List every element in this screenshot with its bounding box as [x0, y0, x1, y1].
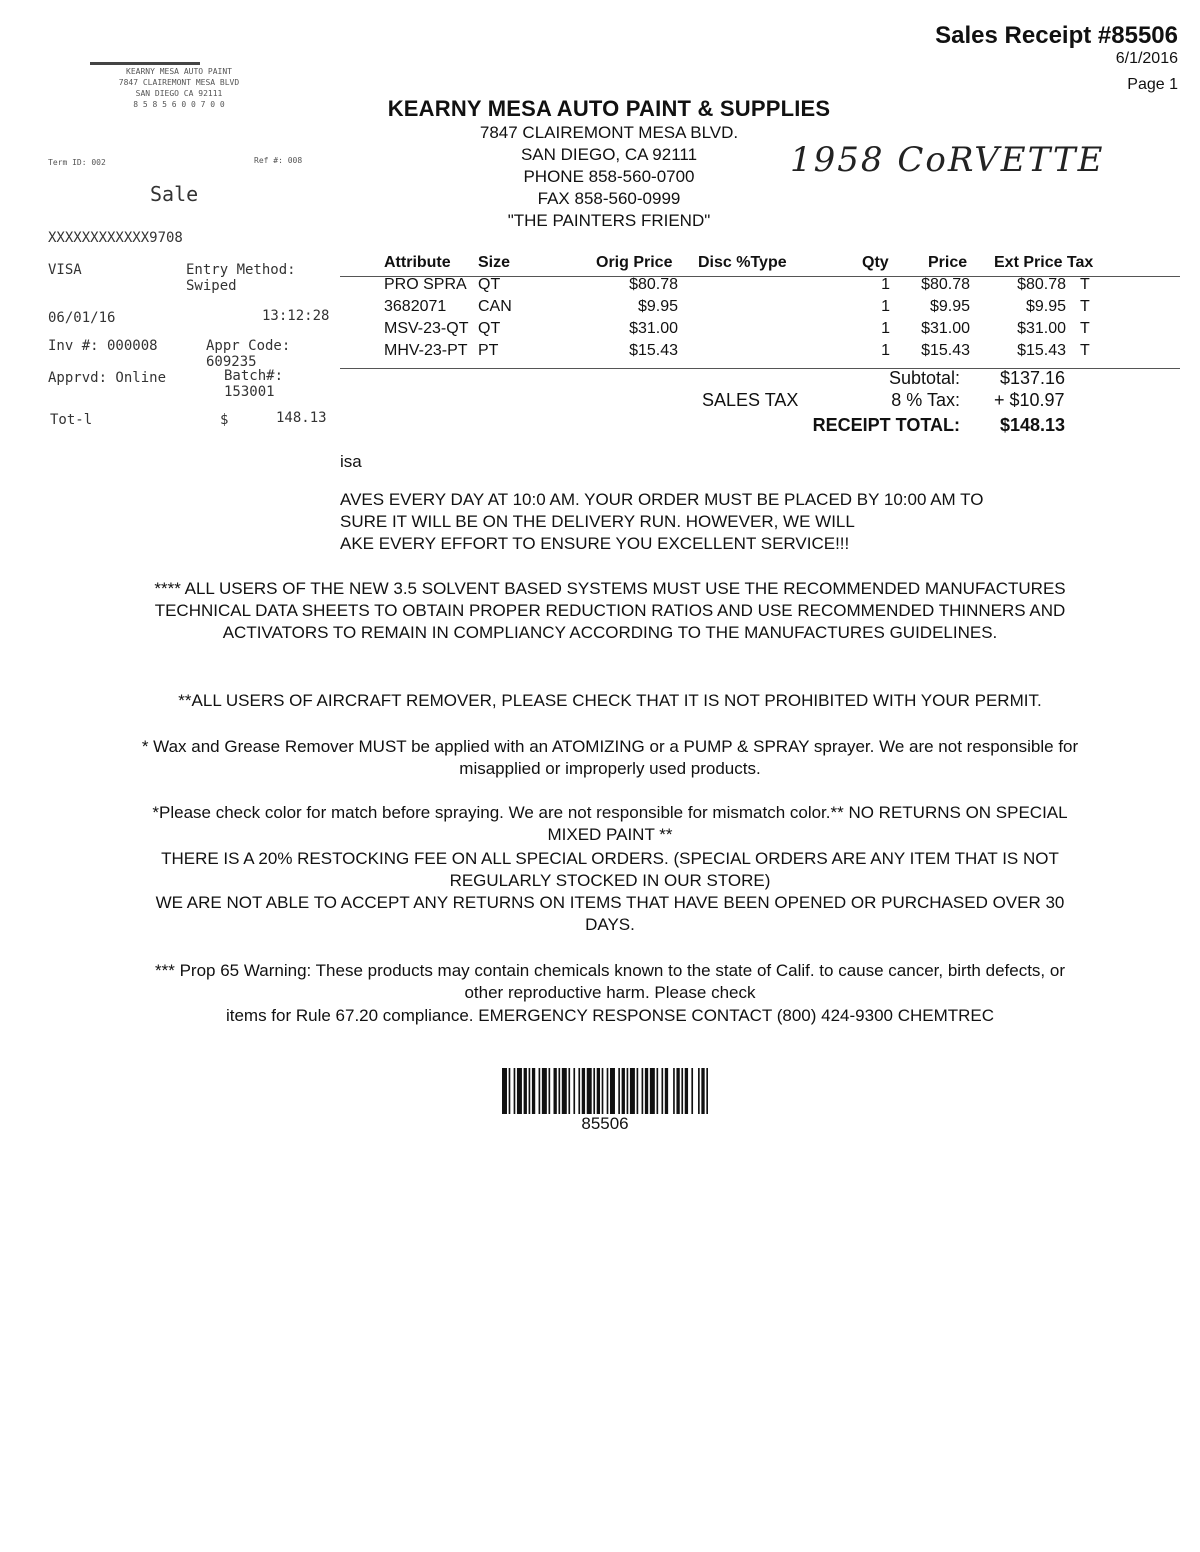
cell-tax: T [1080, 276, 1090, 293]
barcode-bar [701, 1068, 704, 1114]
cell-ext-price: $31.00 [1017, 320, 1066, 337]
cell-orig-price: $31.00 [629, 320, 678, 337]
slip-transaction-type: Sale [150, 182, 199, 206]
subtotal-value: $137.16 [1000, 368, 1066, 388]
cell-qty: 1 [881, 298, 890, 315]
barcode-bar [642, 1068, 644, 1114]
cell-orig-price: $9.95 [637, 298, 678, 315]
slip-store-header [84, 66, 274, 110]
col-qty: Qty [862, 254, 889, 271]
card-slip [34, 56, 334, 496]
barcode-bar [529, 1068, 531, 1114]
cell-attribute: PRO SPRA [384, 276, 467, 293]
cell-ext-price: $80.78 [1017, 276, 1066, 293]
barcode-bar [706, 1068, 708, 1114]
slip-batch: Batch#: 153001 [224, 368, 284, 400]
notice-wax-grease: * Wax and Grease Remover MUST be applied with an ATOMIZING or a PUMP & SPRAY sprayer. We are not responsible for misapplied or improperly used products. [141, 737, 1079, 778]
barcode-bar [673, 1068, 675, 1114]
handwritten-note: 1958 CoRVETTE [790, 140, 1105, 180]
barcode-bar [539, 1068, 541, 1114]
cell-price: $31.00 [921, 320, 970, 337]
barcode-bar [582, 1068, 585, 1114]
slip-term-id: Term ID: 002 [48, 158, 106, 167]
col-size: Size [478, 254, 511, 271]
barcode-bar [517, 1068, 522, 1114]
slip-invoice: Inv #: 000008 [48, 338, 158, 354]
cell-size: QT [478, 320, 501, 337]
delivery-line: AKE EVERY EFFORT TO ENSURE YOU EXCELLENT SERVICE!!! [340, 534, 850, 553]
barcode-bar [676, 1068, 679, 1114]
col-disc: Disc %Type [698, 254, 787, 271]
cell-size: QT [478, 276, 501, 293]
barcode-bar [549, 1068, 551, 1114]
barcode-bar [568, 1068, 570, 1114]
barcode-bar [618, 1068, 620, 1114]
receipt-title: Sales Receipt #85506 [935, 22, 1178, 49]
notice-aircraft-remover: **ALL USERS OF AIRCRAFT REMOVER, PLEASE CHECK THAT IT IS NOT PROHIBITED WITH YOUR PERMIT. [178, 691, 1042, 710]
payment-method: isa [340, 452, 362, 471]
barcode-bar [593, 1068, 595, 1114]
barcode-bar [597, 1068, 600, 1114]
barcode-bar [681, 1068, 683, 1114]
delivery-line: SURE IT WILL BE ON THE DELIVERY RUN. HOWEVER, WE WILL [340, 512, 855, 531]
cell-size: CAN [478, 298, 512, 315]
notice-restocking: THERE IS A 20% RESTOCKING FEE ON ALL SPECIAL ORDERS. (SPECIAL ORDERS ARE ANY ITEM THAT IS NOT REGULARLY STOCKED IN OUR STORE) [161, 849, 1059, 890]
delivery-line: AVES EVERY DAY AT 10:0 AM. YOUR ORDER MUST BE PLACED BY 10:00 AM TO [340, 490, 984, 509]
cell-price: $80.78 [921, 276, 970, 293]
barcode-bar [627, 1068, 629, 1114]
barcode-bar [610, 1068, 615, 1114]
barcode-bar [602, 1068, 604, 1114]
tax-rate-label: 8 % Tax: [891, 390, 960, 410]
slip-entry-method: Entry Method: Swiped [186, 262, 296, 294]
cell-price: $9.95 [929, 298, 970, 315]
cell-qty: 1 [881, 342, 890, 359]
col-attribute: Attribute [384, 254, 451, 271]
cell-attribute: MHV-23-PT [384, 342, 468, 359]
page-number: Page 1 [1127, 76, 1178, 93]
barcode-bar [665, 1068, 668, 1114]
barcode-bar [573, 1068, 575, 1114]
barcode-bar [645, 1068, 648, 1114]
notice-prop65: *** Prop 65 Warning: These products may contain chemicals known to the state of Calif. to cause cancer, birth defects, or other reproductive harm. Please check [155, 961, 1065, 1002]
barcode-bar [554, 1068, 557, 1114]
barcode-bar [562, 1068, 567, 1114]
notice-color-match: *Please check color for match before spraying. We are not responsible for mismatch color.** NO RETURNS ON SPECIAL MIXED PAINT ** [152, 803, 1068, 844]
barcode-bar [691, 1068, 693, 1114]
slip-approval-code: Appr Code: 609235 [206, 338, 291, 370]
cell-attribute: 3682071 [384, 298, 447, 315]
barcode-bar [637, 1068, 639, 1114]
col-orig-price: Orig Price [596, 254, 673, 271]
company-address: 7847 CLAIREMONT MESA BLVD. [479, 123, 739, 142]
company-name: KEARNY MESA AUTO PAINT & SUPPLIES [387, 96, 831, 121]
barcode-bar [578, 1068, 580, 1114]
slip-store-line: 7847 CLAIREMONT MESA BLVD [118, 78, 240, 87]
barcode-bar [542, 1068, 547, 1114]
slip-card-brand: VISA [48, 262, 82, 278]
slip-top-mark [90, 62, 200, 65]
slip-total-value: 148.13 [276, 410, 327, 426]
barcode-bar [502, 1068, 507, 1114]
slip-store-line: KEARNY MESA AUTO PAINT [126, 67, 232, 76]
receipt-total-value: $148.13 [1000, 415, 1066, 435]
barcode-bar [685, 1068, 688, 1114]
barcode-bar [524, 1068, 527, 1114]
barcode-bar [622, 1068, 625, 1114]
slip-store-line: 8 5 8 5 6 0 0 7 0 0 [133, 100, 225, 109]
slip-total-currency: $ [220, 412, 229, 428]
cell-qty: 1 [881, 276, 890, 293]
cell-tax: T [1080, 342, 1090, 359]
notice-solvent: **** ALL USERS OF THE NEW 3.5 SOLVENT BASED SYSTEMS MUST USE THE RECOMMENDED MANUFACTURES TECHNICAL DATA SHEETS TO OBTAIN PROPER REDUCTION RATIOS AND USE RECOMMENDED THINNERS AND ACTIVATORS TO REMAIN IN COMPLIANCY ACCORDING TO THE MANUFACTURES GUIDELINES. [154, 579, 1066, 642]
cell-ext-price: $15.43 [1017, 342, 1066, 359]
cell-size: PT [478, 342, 499, 359]
receipt-total-label: RECEIPT TOTAL: [812, 415, 960, 435]
slip-store-line: SAN DIEGO CA 92111 [135, 89, 223, 98]
slip-approved: Apprvd: Online [48, 370, 167, 386]
barcode-bar [532, 1068, 535, 1114]
barcode-bar [698, 1068, 700, 1114]
barcode-bar [558, 1068, 560, 1114]
col-price: Price [928, 254, 968, 271]
slip-total-label: Tot-l [50, 412, 93, 428]
company-block [384, 96, 834, 232]
cell-tax: T [1080, 298, 1090, 315]
company-phone: PHONE 858-560-0700 [523, 167, 695, 186]
col-ext-price-tax: Ext Price Tax [994, 254, 1094, 271]
subtotal-label: Subtotal: [888, 368, 960, 388]
slip-time: 13:12:28 [262, 308, 330, 324]
barcode-bar [587, 1068, 592, 1114]
tax-amount: + $10.97 [994, 390, 1065, 410]
company-slogan: "THE PAINTERS FRIEND" [507, 211, 711, 230]
slip-card-number: XXXXXXXXXXXX9708 [48, 230, 183, 246]
barcode-bar [514, 1068, 516, 1114]
barcode-bar [657, 1068, 659, 1114]
receipt-date: 6/1/2016 [1115, 50, 1178, 67]
cell-attribute: MSV-23-QT [384, 320, 469, 337]
notice-returns: WE ARE NOT ABLE TO ACCEPT ANY RETURNS ON ITEMS THAT HAVE BEEN OPENED OR PURCHASED OVER 30 DAYS. [155, 893, 1065, 934]
slip-ref: Ref #: 008 [254, 156, 303, 165]
barcode-bar [661, 1068, 663, 1114]
cell-orig-price: $80.78 [629, 276, 678, 293]
company-city: SAN DIEGO, CA 92111 [520, 145, 698, 164]
barcode-bar [630, 1068, 635, 1114]
barcode-number: 85506 [581, 1114, 629, 1133]
cell-qty: 1 [881, 320, 890, 337]
company-fax: FAX 858-560-0999 [537, 189, 681, 208]
cell-orig-price: $15.43 [629, 342, 678, 359]
cell-price: $15.43 [921, 342, 970, 359]
barcode-bar [509, 1068, 511, 1114]
sales-tax-label: SALES TAX [702, 390, 799, 410]
slip-date: 06/01/16 [48, 310, 116, 326]
barcode-bar [650, 1068, 655, 1114]
barcode-bar [607, 1068, 609, 1114]
cell-tax: T [1080, 320, 1090, 337]
cell-ext-price: $9.95 [1025, 298, 1066, 315]
notice-rule-6720: items for Rule 67.20 compliance. EMERGENCY RESPONSE CONTACT (800) 424-9300 CHEMTREC [225, 1006, 995, 1025]
barcode [502, 1068, 708, 1114]
